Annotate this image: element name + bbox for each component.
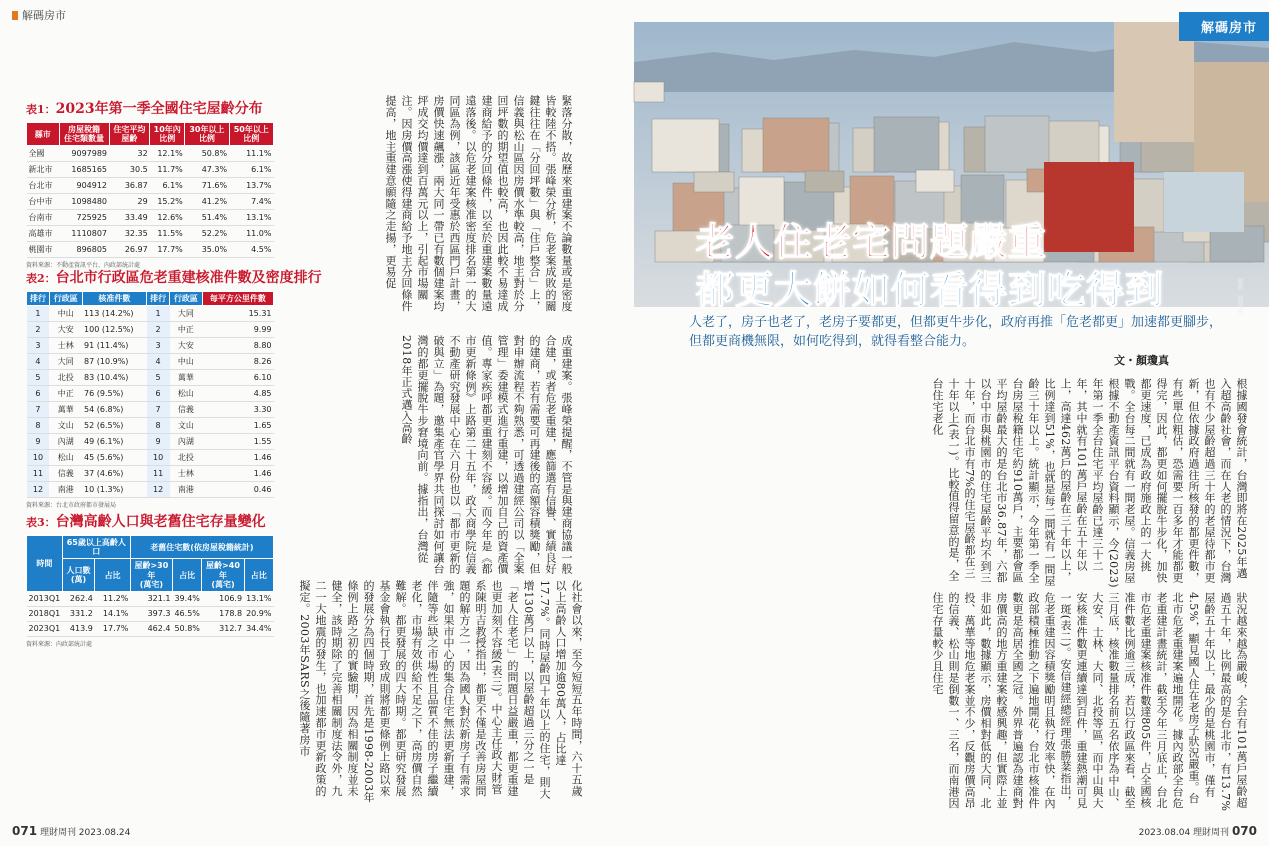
table2-cell: 大同 [170, 306, 203, 322]
table2-row [27, 434, 274, 450]
table2-cell: 3.30 [202, 402, 273, 418]
table2-cell: 3 [147, 338, 170, 354]
right-body-col2: 狀況越來越為嚴峻，全台有101萬戶屋齡超過五十年，比例最高的是台北市，有13.7%屋齡五十年以上，最少的是桃園市，僅有4.5%，顯見國人住在老房子狀況嚴重。台北市危老重建案遍地開花。據內政部全台危老重建計畫統計，截至今年三月底止，台北市危老重建案核准件數達805件，占全國核准件數比例逾三成，若以行政區來看，截至三月底，核准數量排名前五名依序為中山、大安、士林、大同、北投等區，而中山與大安核准件數更連續達到百件，重建熱潮可見一斑(表二)。安信建經總經理張勝棻指出，危老重建因容積獎勵明且執行效率快，在內政部積極推動之下遍地開花，台北市核准件數更是高居全國之冠。外界普遍認為建商對房價高的地方重建案較感興趣，但實際上並非如此，數據顯示，房價相對低的大同、北投、萬華等地危老案並不少，反觀房價高昂的信義、松山則是倒數一、三名，而南港因住宅存量較少且住宅 [931, 592, 1248, 812]
table2-cell: 4.85 [202, 386, 273, 402]
table1-cell: 41.2% [185, 194, 229, 210]
table2-cell: 0.46 [202, 482, 273, 498]
building-shape [652, 119, 719, 172]
table3-cell: 2013Q1 [27, 591, 63, 606]
table1-cell: 896805 [59, 242, 109, 258]
right-body-col1: 根據國發會統計，台灣即將在2025年邁入超高齡社會，而在人老的情況下，台灣也有不少屋齡超過三十年的老屋待都市更新，但依據政府過往所核發的都更件數，有些單位粗估，恐需要一百多年才能都更得完，因此，都更如何擺脫牛步化，加快都更速度，已成為政府施政上的一大挑戰。全台每二間就有一間老屋。信義房屋根據不動產資訊平台資料顯示，今(2023)年第一季全台住宅平均屋齡已達三十二年，其中就有101萬戶屋齡在五十年以上，高達462萬戶的屋齡在三十年以上，比例達到51%，也就是每二間就有一間屋齡三十年以上。統計顯示，今年第一季全台房屋稅籍住宅約910萬戶，主要都會區平均屋齡最大的是台北市36.87年，六都以台中市與桃園市的住宅屋齡平均不到三十年，而台北市有7%的住宅屋齡都在三十年以上(表一)。比較值得留意的是，全台住宅老化 [931, 378, 1248, 588]
table2-header-4: 行政區 [170, 292, 203, 306]
table2-cell: 大同 [49, 354, 82, 370]
table3-cell: 2023Q1 [27, 621, 63, 636]
table2-cell: 2 [147, 322, 170, 338]
table3-cell: 17.7% [95, 621, 131, 636]
table1-cell: 台北市 [27, 178, 60, 194]
table2-cell: 52 (6.5%) [82, 418, 147, 434]
table1-cell: 52.2% [185, 226, 229, 242]
right-body-col0 [654, 378, 924, 813]
table1-cell: 33.49 [109, 210, 150, 226]
table3-source: 資料來源：內政部統計處 [26, 640, 93, 648]
table2-cell: 1.46 [202, 466, 273, 482]
table2-cell: 1.46 [202, 450, 273, 466]
right-folio: 2023.08.04 理財周刊 070 [1138, 824, 1257, 838]
table3-cell: 178.8 [202, 606, 244, 621]
table3-cell: 106.9 [202, 591, 244, 606]
table1-cell: 35.0% [185, 242, 229, 258]
table2-cell: 8 [147, 418, 170, 434]
photo-credit: 攝影：顏瓊真 [1236, 278, 1243, 314]
table2-cell: 45 (5.6%) [82, 450, 147, 466]
table3-row [27, 591, 274, 606]
table2-row [27, 402, 274, 418]
left-folio: 071 理財周刊 2023.08.24 [12, 824, 131, 838]
table2-cell: 91 (11.4%) [82, 338, 147, 354]
table3-header-6: 占比 [244, 559, 273, 592]
table1-cell: 30.5 [109, 162, 150, 178]
building-shape [874, 117, 939, 172]
table1-header-0: 縣市 [27, 123, 60, 146]
section-tag-right: 解碼房市 [1179, 12, 1269, 41]
left-body-col2: 成重建案。張峰榮提醒，不管是與建商協議一般合建，或者危老重建，應篩選有信譽、實績良好的建商，若有需要可再建後的高額容積獎勵，但對申辦流程不夠熟悉，可透過建經公司以「全案管理」委建模式進行重建，以增加自己的資產價值。專家疾呼都更重建刻不容緩。而今年是《都市更新條例》上路第二十五年，政大商學院信義不動產研究發展中心在六月份也以「都市更新的破與立」為題，邀集產官學界共同探討如何讓台灣的都更擺脫牛步窘境向前。據指出，台灣從2018年正式邁入高齡 [400, 335, 573, 575]
right-page [634, 0, 1269, 846]
table1-cell: 6.1% [150, 178, 185, 194]
table1-row [27, 226, 274, 242]
table1-header-1: 房屋稅籍 住宅類數量 [59, 123, 109, 146]
table2-cell: 9 [147, 434, 170, 450]
table2-cell: 113 (14.2%) [82, 306, 147, 322]
table2-header-0: 排行 [27, 292, 50, 306]
table2-cell: 15.31 [202, 306, 273, 322]
table3 [26, 535, 274, 637]
table2-cell: 內湖 [170, 434, 203, 450]
table1-cell: 11.0% [229, 226, 273, 242]
table2-cell: 2 [27, 322, 50, 338]
table1-cell: 71.6% [185, 178, 229, 194]
table1-cell: 7.4% [229, 194, 273, 210]
table1-row [27, 194, 274, 210]
table2-cell: 大安 [49, 322, 82, 338]
table2-cell: 54 (6.8%) [82, 402, 147, 418]
table1-cell: 51.4% [185, 210, 229, 226]
table1-source: 資料來源：不動產資訊平台、內政部統計處 [26, 262, 141, 270]
headline [696, 218, 1164, 314]
table3-header-4: 占比 [172, 559, 201, 592]
table2-cell: 12 [27, 482, 50, 498]
table1-cell: 高雄市 [27, 226, 60, 242]
table1-row [27, 162, 274, 178]
table2-row [27, 466, 274, 482]
table2-cell: 87 (10.9%) [82, 354, 147, 370]
table2-cell: 萬華 [49, 402, 82, 418]
table2-cell: 士林 [170, 466, 203, 482]
table1 [26, 122, 274, 258]
table3-header-time: 時間 [27, 536, 63, 592]
table3-header-2: 占比 [95, 559, 131, 592]
table2-cell: 文山 [170, 418, 203, 434]
table1-cell: 26.97 [109, 242, 150, 258]
building-shape [763, 118, 829, 172]
table3-cell: 20.9% [244, 606, 273, 621]
table1-cell: 32.35 [109, 226, 150, 242]
table3-cell: 14.1% [95, 606, 131, 621]
table1-cell: 13.1% [229, 210, 273, 226]
table1-cell: 11.1% [229, 146, 273, 162]
table2-cell: 6 [27, 386, 50, 402]
table3-cell: 397.3 [130, 606, 172, 621]
table3-cell: 13.1% [244, 591, 273, 606]
table2-cell: 5 [27, 370, 50, 386]
table3-row [27, 621, 274, 636]
table1-cell: 全國 [27, 146, 60, 162]
table2-cell: 8.26 [202, 354, 273, 370]
table2-row [27, 450, 274, 466]
byline: 文・顏瓊真 [1114, 354, 1169, 367]
table1-cell: 15.2% [150, 194, 185, 210]
table2-row [27, 354, 274, 370]
table2-cell: 中山 [170, 354, 203, 370]
table2-cell: 3 [27, 338, 50, 354]
table1-header-5: 50年以上 比例 [229, 123, 273, 146]
table2-cell: 萬華 [170, 370, 203, 386]
table2-cell: 內湖 [49, 434, 82, 450]
table2 [26, 291, 274, 498]
table3-cell: 11.2% [95, 591, 131, 606]
table1-cell: 4.5% [229, 242, 273, 258]
table2-cell: 76 (9.5%) [82, 386, 147, 402]
table3-block [26, 511, 274, 648]
section-marker-icon [12, 11, 18, 20]
table1-cell: 1685165 [59, 162, 109, 178]
table1-cell: 13.7% [229, 178, 273, 194]
building-shape [985, 116, 1049, 172]
table1-cell: 台中市 [27, 194, 60, 210]
table3-cell: 312.7 [202, 621, 244, 636]
table1-cell: 12.1% [150, 146, 185, 162]
table1-cell: 50.8% [185, 146, 229, 162]
table2-header-1: 行政區 [49, 292, 82, 306]
table1-cell: 725925 [59, 210, 109, 226]
table1-row [27, 146, 274, 162]
table1-cell: 台南市 [27, 210, 60, 226]
table3-cell: 321.1 [130, 591, 172, 606]
table2-cell: 10 (1.3%) [82, 482, 147, 498]
table2-cell: 11 [147, 466, 170, 482]
table2-cell: 松山 [170, 386, 203, 402]
table2-cell: 北投 [49, 370, 82, 386]
table3-title: 表3：台灣高齡人口與老舊住宅存量變化 [26, 514, 266, 530]
table3-cell: 46.5% [172, 606, 201, 621]
table1-block [26, 98, 274, 269]
table1-cell: 11.7% [150, 162, 185, 178]
table2-row [27, 338, 274, 354]
table2-cell: 100 (12.5%) [82, 322, 147, 338]
table3-group2: 老舊住宅數(依房屋稅籍統計) [130, 536, 273, 559]
table2-cell: 大安 [170, 338, 203, 354]
table2-cell: 11 [27, 466, 50, 482]
table1-header-3: 10年內 比例 [150, 123, 185, 146]
left-body-col3: 化社會以來，至今短短五年時間，六十五歲以上高齡人口增加逾80萬人，占比達17.7%。同時屋齡四十年以上的住宅，則大增130萬戶以上，以屋齡超過三分之一是「老人住老宅」的問題日益嚴重，都更重建也更加刻不容緩(表三)。中心主任政大財管系陳明吉教授指出，都更不僅是改善房屋問題的解方之一，因為國人對於新房子有需求強，如果市中心的集合住宅無法更新重建，伴隨等些缺之市場性且品質不佳的房子繼續老化，市場有效供給不足之下，高房價自然難解。都更發展的四大時期。都更研究發展基金會執行長丁致成則將都更條例上路以來的發展分為四個時期，首先是1998-2003年條例上路之初的實驗期，因為相關制度並未健全，該時期除了完善相關制度法令外，九二一大地震的發生，也加速都市更新政策的擬定。2003年SARS之後隨著房市 [298, 580, 583, 803]
table2-header-2: 核准件數 [82, 292, 147, 306]
table2-cell: 士林 [49, 338, 82, 354]
table2-header-3: 排行 [147, 292, 170, 306]
table2-cell: 信義 [49, 466, 82, 482]
table1-row [27, 210, 274, 226]
table1-cell: 新北市 [27, 162, 60, 178]
table2-cell: 松山 [49, 450, 82, 466]
table3-cell: 2018Q1 [27, 606, 63, 621]
table2-cell: 南港 [170, 482, 203, 498]
table2-cell: 信義 [170, 402, 203, 418]
table2-cell: 10 [147, 450, 170, 466]
left-body-col1: 緊落分散，故歷來重建案不論數量或是密度皆較陸不搭。張峰榮分析，危老案成敗的關鍵往往在「分回坪數」與「住戶整合」上，信義與松山區因房價水準較高，地主對於分回坪數的期望值也較高，也因此較不易達成建商給予的分回條件，以至於重建案數量遠遠落後。以危老建案核准密度排名第一的大同區為例，該區近年受惠於西區門戶計畫，房價快速飆漲，兩大同一帶已有數個建案均坪成交均價達到百萬元以上，引起市場關注。因房價高漲使得建商給予地主分回條件提高，地主重建意願隨之走揚，更易促 [384, 95, 573, 312]
table2-cell: 37 (4.6%) [82, 466, 147, 482]
table2-cell: 1.65 [202, 418, 273, 434]
table3-header-1: 人口數 (萬) [62, 559, 95, 592]
table3-group1: 65歲以上高齡人口 [62, 536, 130, 559]
table2-cell: 7 [27, 402, 50, 418]
table1-title: 表1：2023年第一季全國住宅屋齡分布 [26, 101, 263, 117]
table2-cell: 北投 [170, 450, 203, 466]
table2-source: 資料來源：台北市政府都市發展局 [26, 502, 117, 510]
table1-row [27, 242, 274, 258]
table3-cell: 262.4 [62, 591, 95, 606]
table2-cell: 6 [147, 386, 170, 402]
table1-cell: 11.5% [150, 226, 185, 242]
table3-cell: 34.4% [244, 621, 273, 636]
table1-cell: 904912 [59, 178, 109, 194]
table2-cell: 8 [27, 418, 50, 434]
table2-header-5: 每平方公里件數 [202, 292, 273, 306]
table2-cell: 1 [27, 306, 50, 322]
table1-cell: 32 [109, 146, 150, 162]
building-shape [805, 171, 844, 192]
table2-cell: 12 [147, 482, 170, 498]
table2-cell: 1.55 [202, 434, 273, 450]
table2-cell: 1 [147, 306, 170, 322]
table3-header-5: 屋齡>40年 (萬宅) [202, 559, 244, 592]
table1-cell: 1110807 [59, 226, 109, 242]
table3-cell: 462.4 [130, 621, 172, 636]
table3-cell: 50.8% [172, 621, 201, 636]
table2-row [27, 418, 274, 434]
table3-cell: 39.4% [172, 591, 201, 606]
table1-cell: 29 [109, 194, 150, 210]
table1-cell: 1098480 [59, 194, 109, 210]
table2-cell: 6.10 [202, 370, 273, 386]
table3-cell: 413.9 [62, 621, 95, 636]
table2-cell: 8.80 [202, 338, 273, 354]
section-tag [12, 7, 66, 23]
table3-header-3: 屋齡>30年 (萬宅) [130, 559, 172, 592]
table2-cell: 文山 [49, 418, 82, 434]
table2-cell: 南港 [49, 482, 82, 498]
table1-header-4: 30年以上 比例 [185, 123, 229, 146]
table2-cell: 9 [27, 434, 50, 450]
table2-cell: 中正 [170, 322, 203, 338]
table2-row [27, 306, 274, 322]
table2-cell: 中山 [49, 306, 82, 322]
section-tag-label: 解碼房市 [22, 9, 66, 22]
table2-row [27, 370, 274, 386]
table1-cell: 桃園市 [27, 242, 60, 258]
table2-cell: 4 [27, 354, 50, 370]
table2-cell: 中正 [49, 386, 82, 402]
headline-line1: 老人住老宅問題嚴重 [696, 219, 1048, 264]
table1-cell: 9097989 [59, 146, 109, 162]
table1-cell: 36.87 [109, 178, 150, 194]
table1-cell: 47.3% [185, 162, 229, 178]
table2-cell: 49 (6.1%) [82, 434, 147, 450]
table2-row [27, 482, 274, 498]
table2-title: 表2：台北市行政區危老重建核准件數及密度排行 [26, 270, 322, 286]
table2-cell: 4 [147, 354, 170, 370]
table1-row [27, 178, 274, 194]
table2-row [27, 386, 274, 402]
table1-cell: 17.7% [150, 242, 185, 258]
table3-cell: 331.2 [62, 606, 95, 621]
table1-cell: 12.6% [150, 210, 185, 226]
table2-block [26, 267, 322, 510]
headline-line2: 都更大餅如何看得到吃得到 [696, 267, 1165, 312]
table2-cell: 9.99 [202, 322, 273, 338]
building-shape [694, 172, 734, 192]
building-shape [634, 82, 664, 102]
table3-row [27, 606, 274, 621]
table1-cell: 6.1% [229, 162, 273, 178]
table2-row [27, 322, 274, 338]
table2-cell: 83 (10.4%) [82, 370, 147, 386]
table2-cell: 7 [147, 402, 170, 418]
table2-cell: 5 [147, 370, 170, 386]
lede: 人老了，房子也老了，老房子要都更，但都更牛步化，政府再推「危老都更」加速都更腳步，但都更商機無限，如何吃得到，就得看整合能力。 [689, 315, 1223, 349]
building-shape [916, 170, 954, 192]
table2-cell: 10 [27, 450, 50, 466]
table1-header-2: 住宅平均 屋齡 [109, 123, 150, 146]
